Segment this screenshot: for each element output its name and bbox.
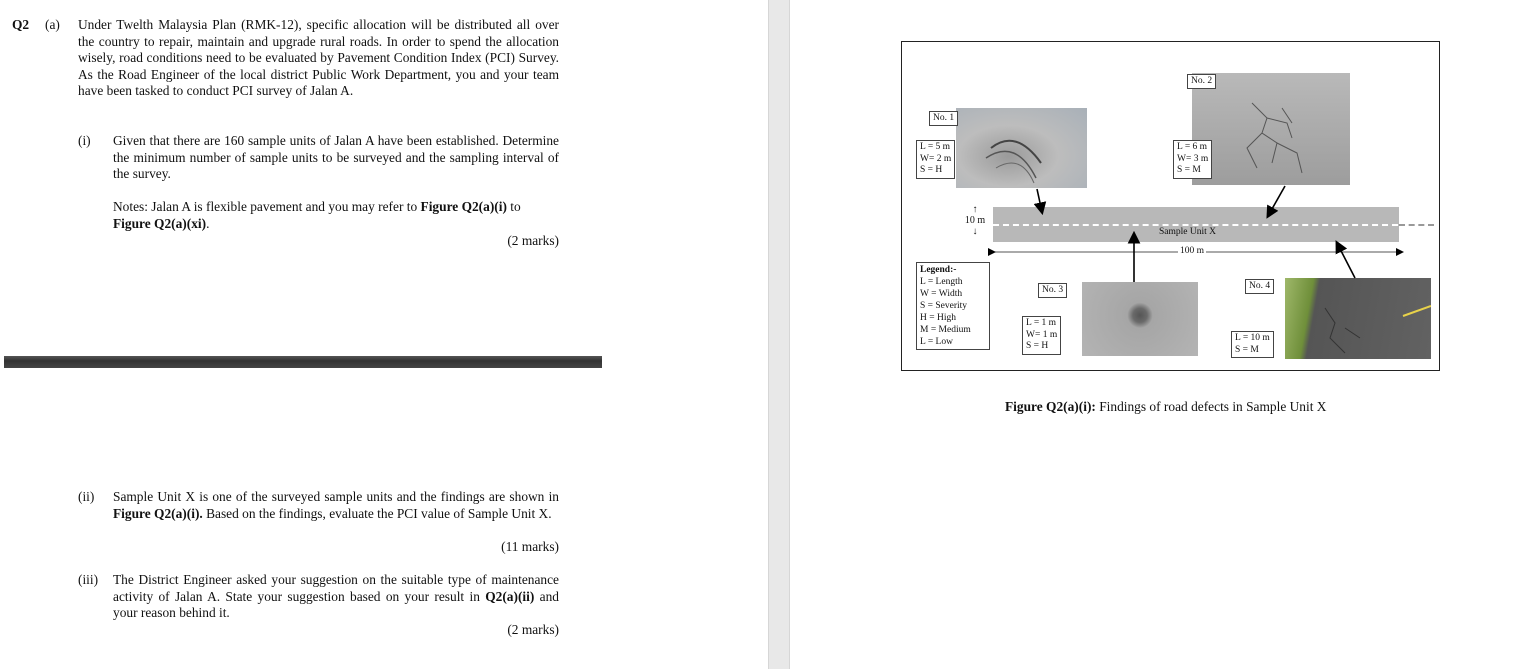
dim-4-length: L = 10 m bbox=[1235, 333, 1270, 343]
arrow-defect-2 bbox=[1268, 186, 1285, 216]
dim-3-length: L = 1 m bbox=[1026, 318, 1057, 328]
sub-i-number: (i) bbox=[78, 133, 91, 148]
length-label: 100 m bbox=[1180, 246, 1205, 256]
sub-iii-number: (iii) bbox=[78, 572, 99, 587]
notes-mid: to bbox=[506, 199, 521, 214]
sub-i-marks: (2 marks) bbox=[507, 233, 559, 248]
dim-1-width: W= 2 m bbox=[920, 153, 952, 164]
sub-i-text: Given that there are 160 sample units of Jalan A have been established. Determine the minimum number of sample units to be surveyed and the sampling interval of the survey. bbox=[113, 133, 559, 181]
page-break-bar bbox=[4, 356, 602, 368]
figure-annotations-svg bbox=[902, 42, 1441, 372]
legend-item: W = Width bbox=[920, 289, 963, 299]
sub-iii-text-pre: The District Engineer asked your suggestion on the suitable type of maintenance activity of Jalan A. State your suggestion based on your result in bbox=[113, 572, 559, 604]
arrow-defect-4 bbox=[1337, 243, 1355, 278]
legend-item: L = Length bbox=[920, 277, 963, 287]
sub-ii-marks: (11 marks) bbox=[501, 539, 559, 554]
sub-ii-figure-ref: Figure Q2(a)(i). bbox=[113, 505, 203, 521]
sub-iii-text-post: and your reason behind it. bbox=[113, 588, 559, 620]
sub-ii-text bbox=[113, 489, 559, 522]
notes-post: . bbox=[206, 215, 210, 231]
legend-title: Legend:- bbox=[920, 265, 957, 275]
dim-2-width: W= 3 m bbox=[1177, 153, 1209, 164]
defect-label-2: No. 2 bbox=[1187, 74, 1216, 89]
dim-4-severity: S = M bbox=[1235, 344, 1259, 355]
dim-1-severity: S = H bbox=[920, 165, 943, 175]
sub-ii-text-pre: Sample Unit X is one of the surveyed sample units and the findings are shown in bbox=[113, 489, 559, 504]
figure-caption-label: Figure Q2(a)(i): bbox=[1005, 399, 1096, 414]
sub-i-notes bbox=[113, 199, 559, 232]
figure-caption bbox=[1005, 399, 1326, 415]
notes-pre: Notes: Jalan A is flexible pavement and you may refer to bbox=[113, 199, 421, 214]
sub-iii-marks: (2 marks) bbox=[507, 622, 559, 637]
up-arrow-icon: ↑ bbox=[972, 204, 978, 215]
dim-2-length: L = 6 m bbox=[1177, 142, 1208, 152]
question-part: (a) bbox=[45, 17, 60, 32]
notes-figure-ref-2: Figure Q2(a)(xi) bbox=[113, 215, 207, 231]
defect-label-1: No. 1 bbox=[929, 111, 958, 126]
down-arrow-icon: ↓ bbox=[972, 226, 978, 237]
sub-iii-ref: Q2(a)(ii) bbox=[485, 588, 535, 604]
page-gutter bbox=[768, 0, 790, 669]
legend-item: H = High bbox=[920, 313, 956, 323]
figure-road-defects bbox=[901, 41, 1440, 371]
legend-item: S = Severity bbox=[920, 301, 968, 311]
question-intro: Under Twelth Malaysia Plan (RMK-12), specific allocation will be distributed all over the country to repair, maintain and upgrade rural roads. In order to spend the allocation wisely, road conditions need to be evaluated by Pavement Condition Index (PCI) Survey. As the Road Engineer of the local district Public Work Department, you and your team have been tasked to conduct PCI survey of Jalan A. bbox=[78, 17, 559, 98]
arrow-defect-1 bbox=[1037, 189, 1042, 212]
sample-unit-label: Sample Unit X bbox=[1159, 227, 1216, 237]
question-number: Q2 bbox=[12, 17, 30, 32]
dim-3-severity: S = H bbox=[1026, 341, 1049, 351]
defect-label-3: No. 3 bbox=[1038, 283, 1067, 298]
defect-label-4: No. 4 bbox=[1245, 279, 1274, 294]
sub-ii-text-post: Based on the findings, evaluate the PCI value of Sample Unit X. bbox=[202, 505, 552, 521]
sub-iii-text bbox=[113, 572, 559, 622]
dim-2-severity: S = M bbox=[1177, 165, 1201, 175]
road-width-label: 10 m bbox=[964, 215, 986, 226]
dim-1-length: L = 5 m bbox=[920, 142, 951, 152]
sub-ii-number: (ii) bbox=[78, 489, 95, 504]
legend-item: M = Medium bbox=[920, 325, 971, 335]
legend-item: L = Low bbox=[920, 337, 953, 347]
figure-caption-text: Findings of road defects in Sample Unit X bbox=[1095, 399, 1327, 414]
notes-figure-ref-1: Figure Q2(a)(i) bbox=[420, 199, 507, 214]
dim-3-width: W= 1 m bbox=[1026, 329, 1058, 340]
